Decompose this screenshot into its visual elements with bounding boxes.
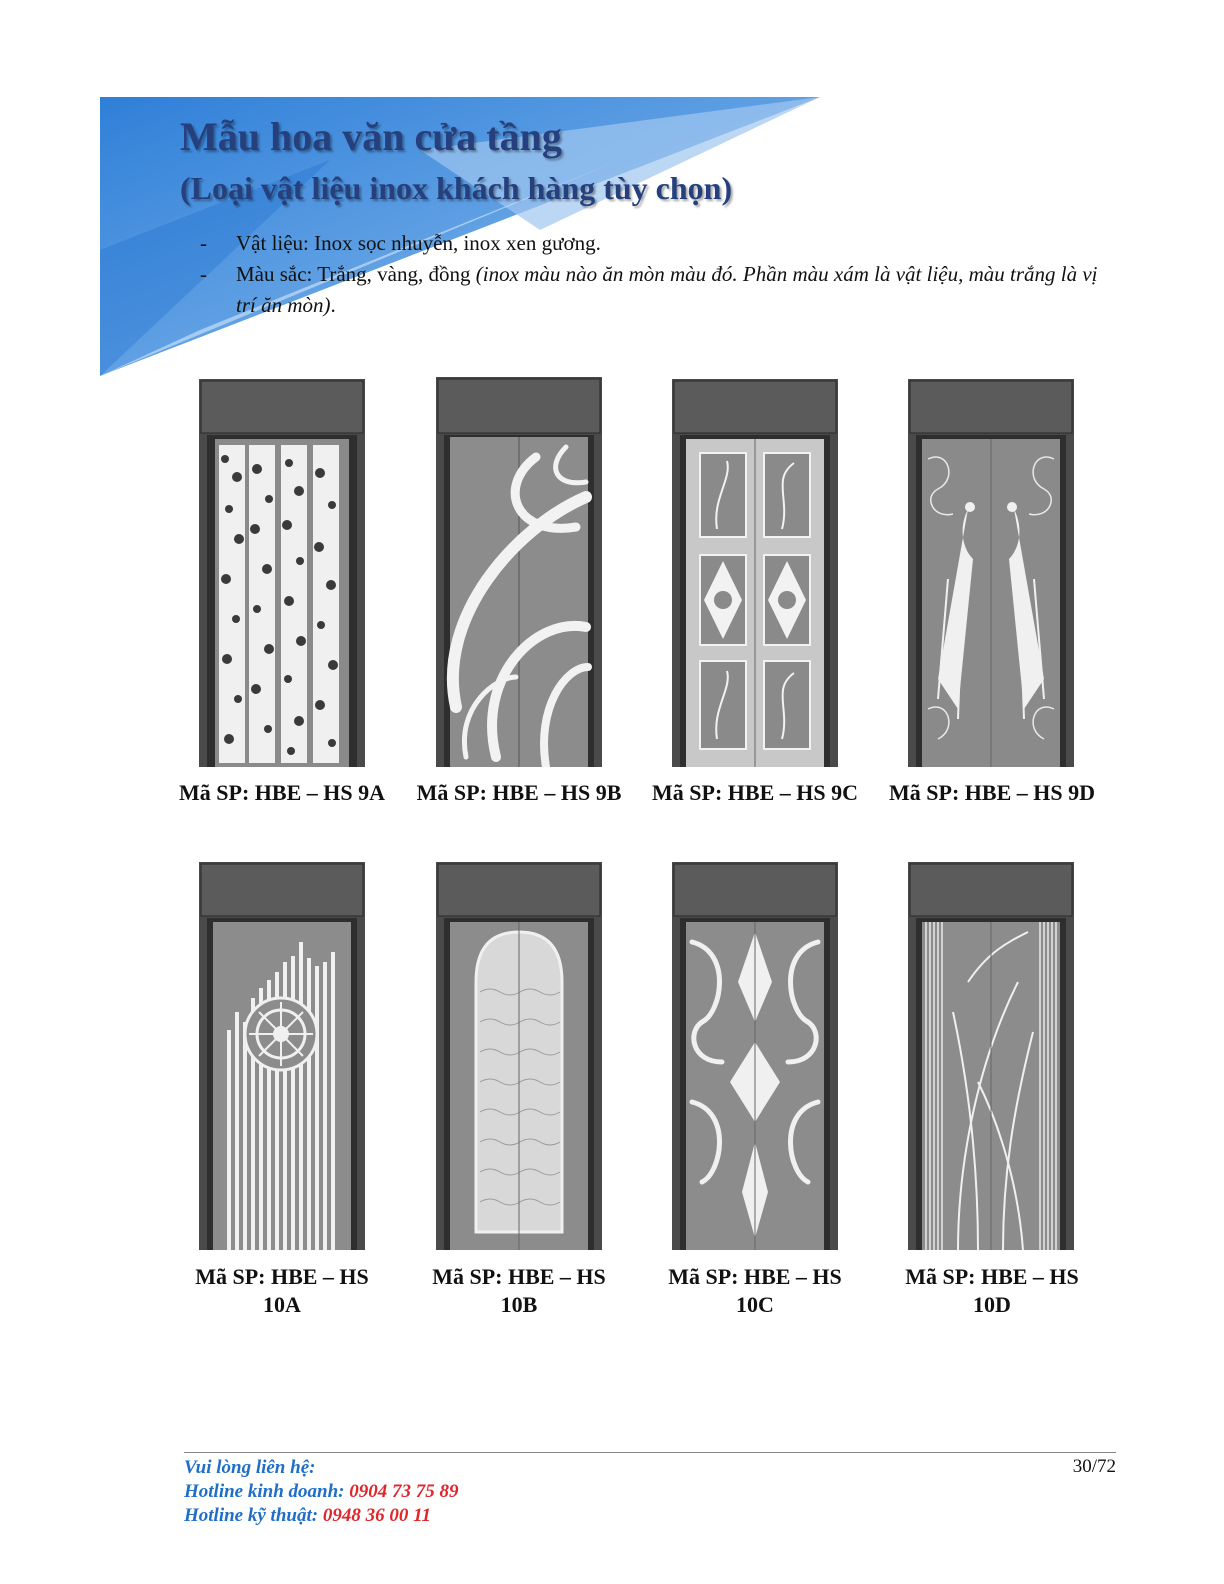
page-title: Mẫu hoa văn cửa tầng [180, 114, 562, 159]
page-subtitle: (Loại vật liệu inox khách hàng tùy chọn) [180, 170, 733, 206]
door-image-hs-10c [672, 862, 838, 1250]
product-code-hs-10d: Mã SP: HBE – HS 10D [905, 1264, 1079, 1317]
door-image-hs-9a [199, 379, 365, 767]
product-code-hs-9a: Mã SP: HBE – HS 9A [179, 780, 385, 805]
door-image-hs-9c [672, 379, 838, 767]
footer-divider [184, 1452, 1116, 1453]
spec-color: - Màu sắc: Trắng, vàng, đồng (inox màu nào ăn mòn màu đó. Phần màu xám là vật liệu, màu trắng là vị trí ăn mòn). [200, 262, 1098, 317]
page-number: 30/72 [1072, 1456, 1116, 1477]
product-code-hs-9d: Mã SP: HBE – HS 9D [889, 780, 1095, 805]
product-code-hs-10b: Mã SP: HBE – HS 10B [432, 1264, 606, 1317]
contact-label: Vui lòng liên hệ: [184, 1457, 316, 1478]
product-code-hs-9b: Mã SP: HBE – HS 9B [416, 780, 622, 805]
product-code-hs-9c: Mã SP: HBE – HS 9C [652, 780, 858, 805]
sales-phone-link[interactable]: 0904 73 75 89 [349, 1481, 459, 1502]
product-code-hs-10a: Mã SP: HBE – HS 10A [195, 1264, 369, 1317]
door-image-hs-10d [908, 862, 1074, 1250]
product-code-hs-10c: Mã SP: HBE – HS 10C [668, 1264, 842, 1317]
door-image-hs-10b [436, 862, 602, 1250]
tech-hotline: Hotline kỹ thuật: 0948 36 00 11 [184, 1505, 432, 1526]
sales-hotline: Hotline kinh doanh: 0904 73 75 89 [184, 1481, 459, 1502]
footer-contact [184, 1456, 459, 1528]
tech-phone-link[interactable]: 0948 36 00 11 [322, 1505, 432, 1526]
door-image-hs-10a [199, 862, 365, 1250]
door-image-hs-9b [436, 377, 602, 767]
spec-material: - Vật liệu: Inox sọc nhuyễn, inox xen gương. [200, 231, 601, 255]
spec-list [200, 228, 1110, 321]
door-image-hs-9d [908, 379, 1074, 767]
